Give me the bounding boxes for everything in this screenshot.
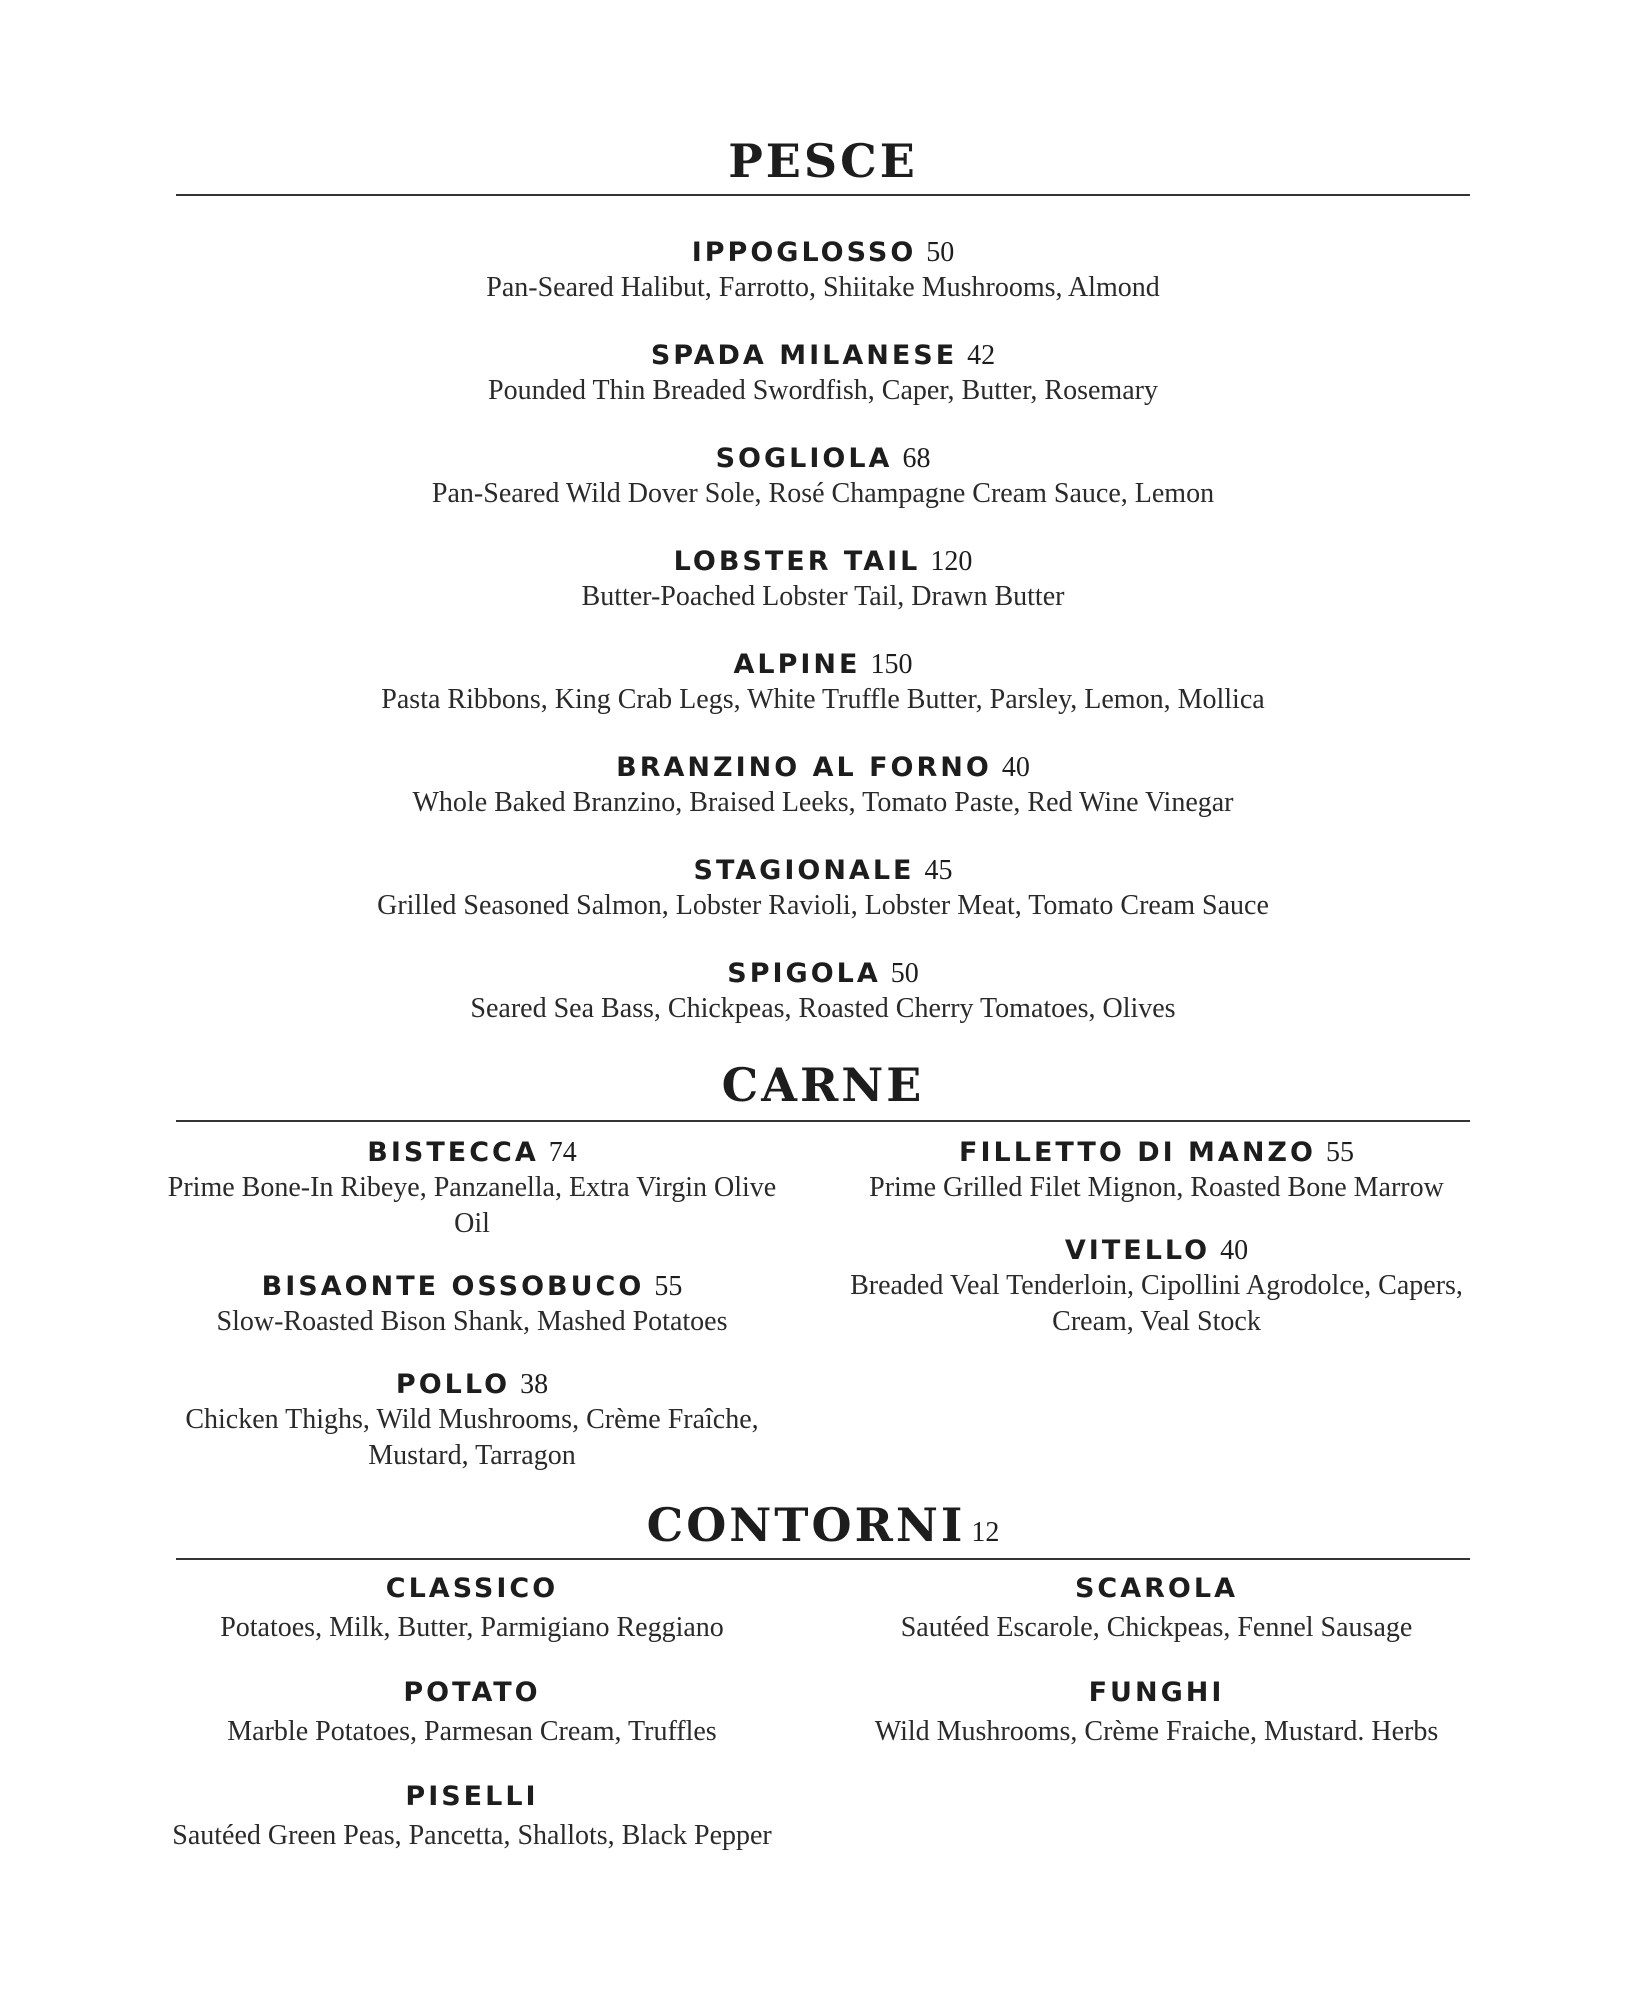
item-name: FUNGHI	[1088, 1677, 1225, 1708]
item-name: BRANZINO AL FORNO	[616, 752, 992, 783]
item-description: Pasta Ribbons, King Crab Legs, White Truffle Butter, Parsley, Lemon, Mollica	[381, 684, 1265, 715]
menu-item-classico	[166, 1572, 778, 1646]
section-title-text: CARNE	[721, 1058, 925, 1112]
item-name: ALPINE	[733, 649, 861, 680]
item-name: SPADA MILANESE	[650, 340, 958, 371]
section-title-text: CONTORNI	[646, 1498, 966, 1552]
menu-item-lobster-tail	[176, 545, 1470, 648]
item-price: 55	[1325, 1137, 1354, 1168]
item-name: POTATO	[403, 1677, 541, 1708]
section-divider	[176, 1120, 1470, 1122]
item-price: 68	[902, 443, 931, 474]
item-name: SCAROLA	[1074, 1573, 1238, 1604]
item-price: 150	[870, 649, 913, 680]
item-name: CLASSICO	[385, 1573, 559, 1604]
item-description: Sautéed Green Peas, Pancetta, Shallots, Black Pepper	[172, 1820, 772, 1851]
section-divider	[176, 1558, 1470, 1560]
item-price: 55	[654, 1271, 683, 1302]
item-name: BISAONTE OSSOBUCO	[261, 1271, 645, 1302]
menu-item-pollo	[166, 1368, 778, 1474]
pesce-list	[176, 236, 1470, 1060]
contorni-left-column	[166, 1572, 778, 1884]
item-name: PISELLI	[405, 1781, 539, 1812]
section-title-text: PESCE	[728, 134, 918, 188]
menu-item-bisaonte-ossobuco	[166, 1270, 778, 1340]
item-description: Wild Mushrooms, Crème Fraiche, Mustard. Herbs	[874, 1716, 1439, 1747]
item-name: STAGIONALE	[693, 855, 915, 886]
item-description: Potatoes, Milk, Butter, Parmigiano Reggiano	[220, 1612, 724, 1643]
menu-item-filletto-di-manzo	[843, 1136, 1470, 1206]
menu-item-potato	[166, 1676, 778, 1750]
item-description: Pan-Seared Wild Dover Sole, Rosé Champagne Cream Sauce, Lemon	[431, 478, 1215, 509]
section-divider	[176, 194, 1470, 196]
item-name: VITELLO	[1064, 1235, 1211, 1266]
menu-item-spigola	[176, 957, 1470, 1060]
item-price: 40	[1220, 1235, 1249, 1266]
menu-item-stagionale	[176, 854, 1470, 957]
section-title-pesce	[176, 134, 1470, 188]
item-price: 40	[1001, 752, 1030, 783]
item-description: Butter-Poached Lobster Tail, Drawn Butter	[581, 581, 1065, 612]
menu-item-vitello	[843, 1234, 1470, 1340]
item-price: 120	[930, 546, 973, 577]
item-description: Pan-Seared Halibut, Farrotto, Shiitake Mushrooms, Almond	[486, 272, 1160, 303]
item-description: Sautéed Escarole, Chickpeas, Fennel Sausage	[900, 1612, 1413, 1643]
menu-item-funghi	[843, 1676, 1470, 1750]
item-description: Whole Baked Branzino, Braised Leeks, Tomato Paste, Red Wine Vinegar	[412, 787, 1234, 818]
menu-item-ippoglosso	[176, 236, 1470, 339]
item-description: Grilled Seasoned Salmon, Lobster Ravioli, Lobster Meat, Tomato Cream Sauce	[377, 890, 1269, 921]
carne-right-column	[843, 1136, 1470, 1368]
section-title-carne	[176, 1058, 1470, 1112]
item-name: IPPOGLOSSO	[691, 237, 917, 268]
item-description: Seared Sea Bass, Chickpeas, Roasted Cherry Tomatoes, Olives	[470, 993, 1176, 1024]
item-name: FILLETTO DI MANZO	[959, 1137, 1316, 1168]
item-description: Chicken Thighs, Wild Mushrooms, Crème Fraîche, Mustard, Tarragon	[185, 1404, 759, 1471]
section-price: 12	[971, 1517, 1000, 1548]
item-price: 45	[924, 855, 953, 886]
item-price: 42	[967, 340, 996, 371]
menu-item-sogliola	[176, 442, 1470, 545]
item-price: 50	[926, 237, 955, 268]
item-name: POLLO	[395, 1369, 511, 1400]
menu-item-alpine	[176, 648, 1470, 751]
item-price: 74	[548, 1137, 577, 1168]
contorni-right-column	[843, 1572, 1470, 1780]
item-description: Pounded Thin Breaded Swordfish, Caper, Butter, Rosemary	[488, 375, 1158, 406]
item-description: Prime Bone-In Ribeye, Panzanella, Extra Virgin Olive Oil	[167, 1172, 777, 1239]
item-price: 38	[520, 1369, 549, 1400]
item-description: Breaded Veal Tenderloin, Cipollini Agrodolce, Capers, Cream, Veal Stock	[850, 1270, 1463, 1337]
item-name: BISTECCA	[367, 1137, 539, 1168]
item-description: Marble Potatoes, Parmesan Cream, Truffles	[227, 1716, 717, 1747]
section-title-contorni	[176, 1498, 1470, 1552]
item-name: SOGLIOLA	[715, 443, 893, 474]
carne-left-column	[166, 1136, 778, 1502]
item-name: LOBSTER TAIL	[673, 546, 921, 577]
menu-item-piselli	[166, 1780, 778, 1854]
menu-item-scarola	[843, 1572, 1470, 1646]
item-name: SPIGOLA	[727, 958, 881, 989]
menu-item-bistecca	[166, 1136, 778, 1242]
item-price: 50	[890, 958, 919, 989]
item-description: Prime Grilled Filet Mignon, Roasted Bone Marrow	[869, 1172, 1444, 1203]
item-description: Slow-Roasted Bison Shank, Mashed Potatoes	[216, 1306, 728, 1337]
menu-item-spada-milanese	[176, 339, 1470, 442]
menu-item-branzino-al-forno	[176, 751, 1470, 854]
